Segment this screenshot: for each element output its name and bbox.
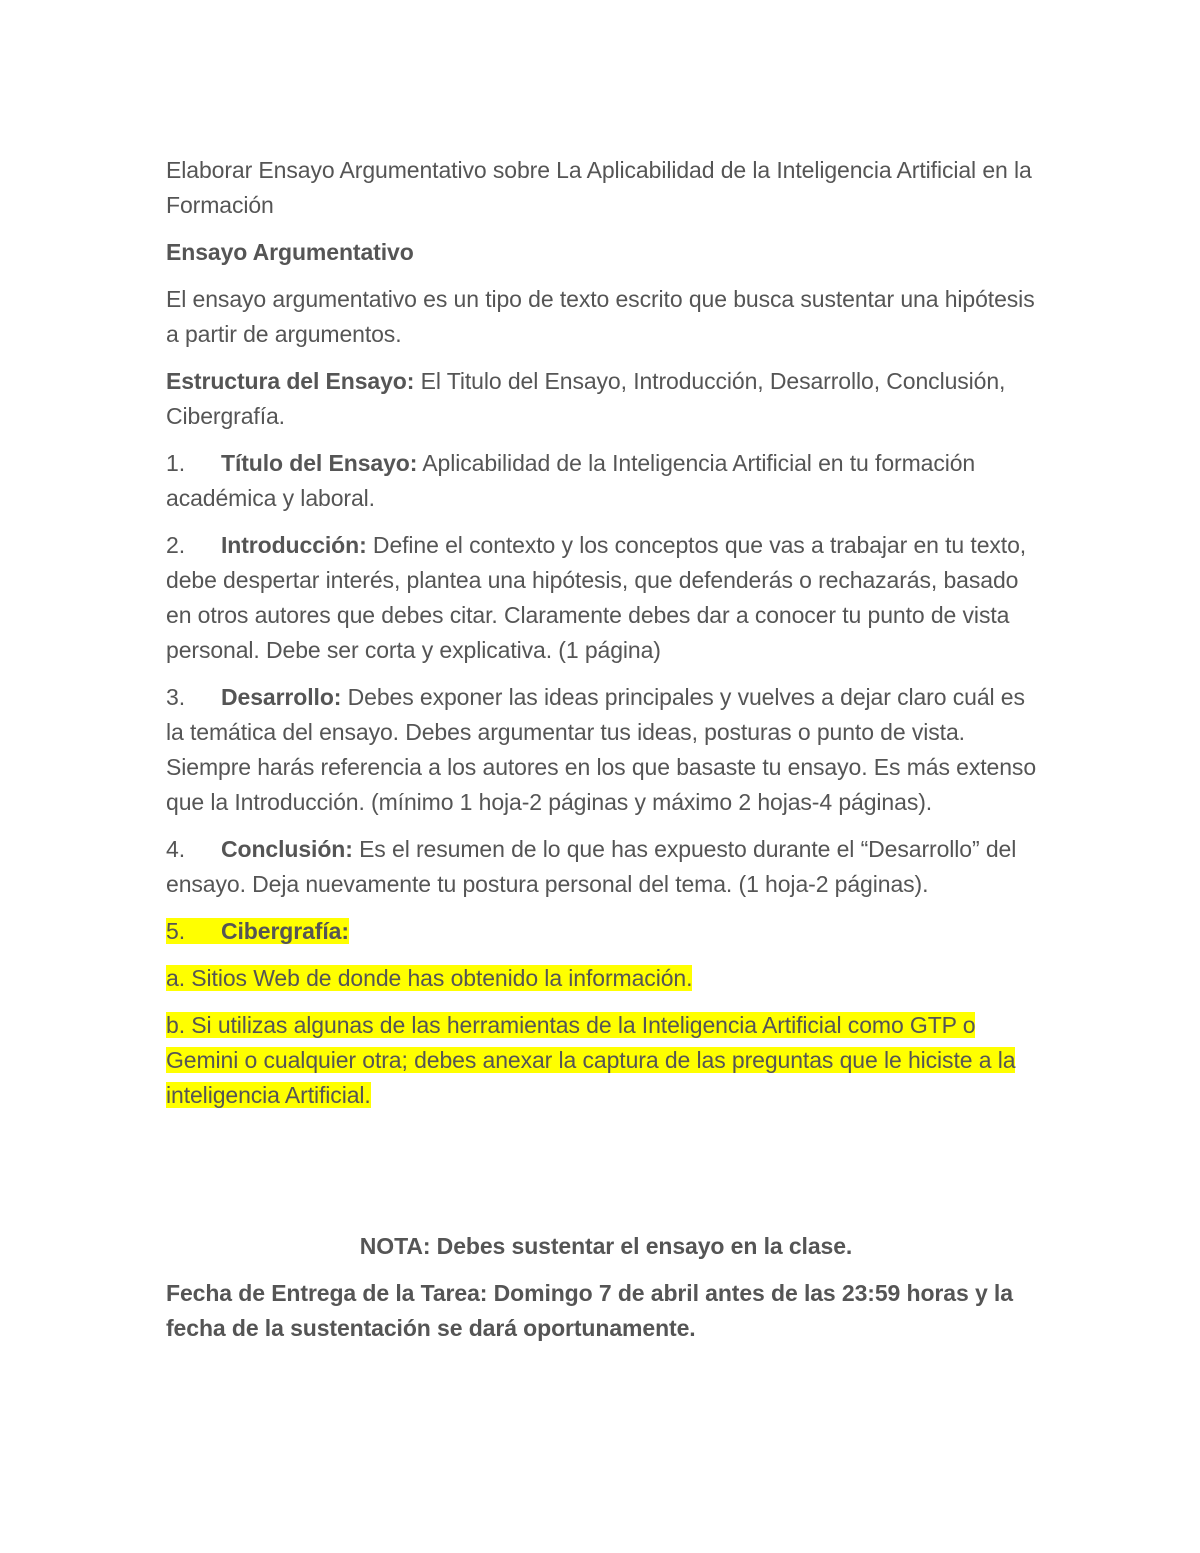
list-label: Introducción: [221,532,367,558]
document-title: Elaborar Ensayo Argumentativo sobre La Aplicabilidad de la Inteligencia Artificial en la Formación [166,157,1032,218]
list-item-introduccion [166,528,1046,668]
section-heading: Ensayo Argumentativo [166,239,414,265]
intro-paragraph: El ensayo argumentativo es un tipo de texto escrito que busca sustentar una hipótesis a partir de argumentos. [166,286,1035,347]
sub-item-a [166,961,1046,996]
deadline: Fecha de Entrega de la Tarea: Domingo 7 de abril antes de las 23:59 horas y la fecha de la sustentación se dará oportunamente. [166,1280,1013,1341]
sub-item-b [166,1008,1046,1113]
list-item-conclusion [166,832,1046,902]
list-item-cibergrafia [166,914,1046,949]
spacer [166,1125,1046,1229]
list-label: Conclusión: [221,836,353,862]
sub-item-b-text: b. Si utilizas algunas de las herramientas de la Inteligencia Artificial como GTP o Gemini o cualquier otra; debes anexar la captura de las preguntas que le hiciste a la inteligencia Artificial. [166,1012,1016,1108]
list-number: 3. [166,684,185,710]
list-number: 1. [166,450,185,476]
list-text: Es el resumen de lo que has expuesto durante el “Desarrollo” del ensayo. Deja nuevamente tu postura personal del tema. (1 hoja-2 páginas). [166,836,1017,897]
list-number: 4. [166,836,185,862]
structure-text: El Titulo del Ensayo, Introducción, Desarrollo, Conclusión, Cibergrafía. [166,368,1006,429]
structure-paragraph [166,364,1046,434]
list-item-title [166,446,1046,516]
list-label: Título del Ensayo: [221,450,418,476]
document-page [166,153,1046,1358]
list-item-desarrollo [166,680,1046,820]
list-number: 2. [166,532,185,558]
list-label: Desarrollo: [221,684,342,710]
list-text: Aplicabilidad de la Inteligencia Artificial en tu formación académica y laboral. [166,450,976,511]
list-text: Define el contexto y los conceptos que vas a trabajar en tu texto, debe despertar interés, plantea una hipótesis, que defenderás o rechazarás, basado en otros autores que debes citar. Claramente debes dar a conocer tu punto de vista personal. Debe ser corta y explicativa. (1 página) [166,532,1027,663]
sub-item-a-text: a. Sitios Web de donde has obtenido la información. [166,965,693,991]
note: NOTA: Debes sustentar el ensayo en la clase. [359,1233,853,1259]
list-text: Debes exponer las ideas principales y vuelves a dejar claro cuál es la temática del ensayo. Debes argumentar tus ideas, posturas o punto de vista. Siempre harás referencia a los autores en los que basaste tu ensayo. Es más extenso que la Introducción. (mínimo 1 hoja-2 páginas y máximo 2 hojas-4 páginas). [166,684,1037,815]
list-label: Cibergrafía: [221,918,349,944]
structure-label: Estructura del Ensayo: [166,368,415,394]
list-number: 5. [166,918,185,944]
